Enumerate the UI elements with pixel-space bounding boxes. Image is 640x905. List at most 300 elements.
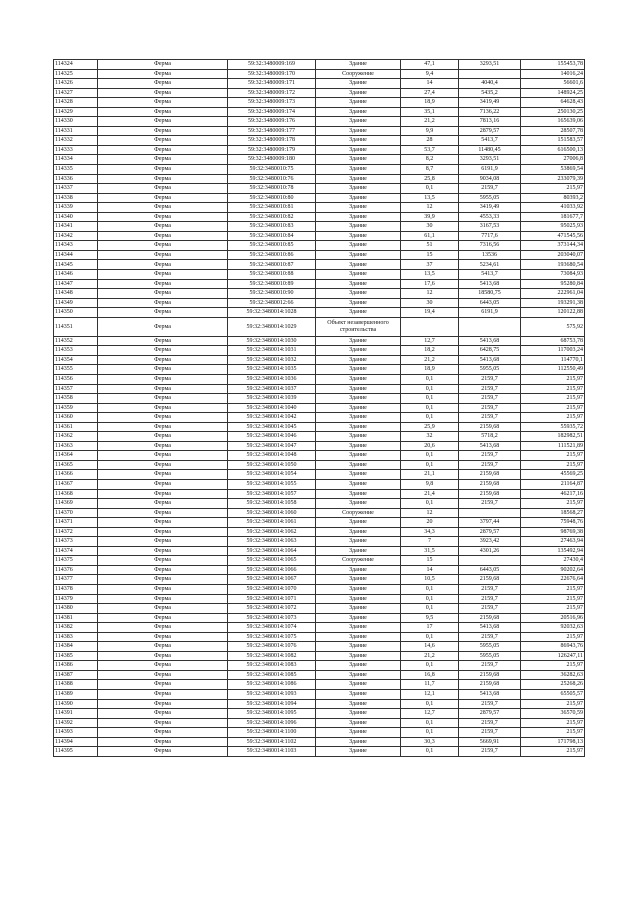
cell-object-type: Здание [316, 518, 401, 528]
table-row [54, 709, 585, 719]
cell-cadastral-number: 59:32:3480014:1040 [228, 403, 316, 413]
cell-cadastral-number: 59:32:3480014:1060 [228, 508, 316, 518]
table-row [54, 241, 585, 251]
cell-cadastral-number: 59:32:3480014:1067 [228, 575, 316, 585]
cell-cadastral-value: 215,97 [521, 499, 585, 509]
cell-area-value: 28 [401, 136, 459, 146]
cell-row-number: 114378 [54, 584, 98, 594]
cell-area-value: 0,1 [401, 184, 459, 194]
cell-area-value: 0,1 [401, 747, 459, 757]
cell-cadastral-value: 215,97 [521, 594, 585, 604]
cell-object-name: Ферма [98, 651, 228, 661]
cell-row-number: 114365 [54, 460, 98, 470]
cell-row-number: 114360 [54, 413, 98, 423]
table-row [54, 250, 585, 260]
cell-cadastral-value: 155453,78 [521, 60, 585, 70]
cell-unit-cost: 2879,57 [459, 126, 521, 136]
cell-area-value: 20 [401, 518, 459, 528]
cell-unit-cost: 2159,7 [459, 661, 521, 671]
cell-cadastral-value: 95025,93 [521, 222, 585, 232]
cell-area-value: 9,8 [401, 479, 459, 489]
cell-object-name: Ферма [98, 126, 228, 136]
cell-cadastral-number: 59:32:3480014:1086 [228, 680, 316, 690]
cell-object-name: Ферма [98, 747, 228, 757]
cell-object-type: Здание [316, 604, 401, 614]
cell-object-name: Ферма [98, 499, 228, 509]
cell-row-number: 114356 [54, 374, 98, 384]
cell-object-name: Ферма [98, 642, 228, 652]
cell-unit-cost: 5413,68 [459, 623, 521, 633]
cell-unit-cost: 5435,2 [459, 88, 521, 98]
cell-unit-cost: 5955,05 [459, 651, 521, 661]
table-row [54, 403, 585, 413]
cell-area-value: 0,1 [401, 403, 459, 413]
cell-cadastral-value: 28507,78 [521, 126, 585, 136]
cell-object-type: Здание [316, 479, 401, 489]
cell-cadastral-value: 117003,24 [521, 346, 585, 356]
cell-object-name: Ферма [98, 184, 228, 194]
table-row [54, 479, 585, 489]
cell-row-number: 114353 [54, 346, 98, 356]
cell-object-name: Ферма [98, 556, 228, 566]
cell-area-value: 21,1 [401, 470, 459, 480]
cell-area-value: 10,5 [401, 575, 459, 585]
cell-cadastral-number: 59:32:3480012:66 [228, 298, 316, 308]
cell-cadastral-number: 59:32:3480009:174 [228, 107, 316, 117]
cell-unit-cost: 3797,44 [459, 518, 521, 528]
table-row [54, 422, 585, 432]
cell-row-number: 114386 [54, 661, 98, 671]
cell-object-type: Здание [316, 298, 401, 308]
cell-unit-cost: 2159,68 [459, 422, 521, 432]
table-row [54, 145, 585, 155]
cell-unit-cost: 7136,22 [459, 107, 521, 117]
cell-object-type: Здание [316, 642, 401, 652]
cell-unit-cost: 3293,51 [459, 155, 521, 165]
cell-cadastral-number: 59:32:3480014:1095 [228, 709, 316, 719]
cell-cadastral-number: 59:32:3480010:90 [228, 289, 316, 299]
cell-object-name: Ферма [98, 298, 228, 308]
cell-unit-cost: 2159,68 [459, 680, 521, 690]
cell-object-type: Здание [316, 422, 401, 432]
cell-cadastral-number: 59:32:3480010:78 [228, 184, 316, 194]
cell-cadastral-value: 68753,78 [521, 336, 585, 346]
table-row [54, 556, 585, 566]
cell-cadastral-number: 59:32:3480014:1103 [228, 747, 316, 757]
cell-unit-cost: 2159,7 [459, 499, 521, 509]
table-row [54, 212, 585, 222]
cell-row-number: 114376 [54, 565, 98, 575]
cell-object-name: Ферма [98, 709, 228, 719]
table-row [54, 79, 585, 89]
cell-cadastral-number: 59:32:3480009:172 [228, 88, 316, 98]
cell-row-number: 114338 [54, 193, 98, 203]
cell-area-value: 12,7 [401, 709, 459, 719]
cell-object-name: Ферма [98, 88, 228, 98]
cell-row-number: 114358 [54, 394, 98, 404]
cell-area-value: 21,4 [401, 489, 459, 499]
cell-cadastral-number: 59:32:3480014:1064 [228, 546, 316, 556]
cell-row-number: 114348 [54, 289, 98, 299]
cell-cadastral-number: 59:32:3480014:1074 [228, 623, 316, 633]
cell-row-number: 114381 [54, 613, 98, 623]
cell-cadastral-number: 59:32:3480014:1076 [228, 642, 316, 652]
cell-row-number: 114352 [54, 336, 98, 346]
cell-row-number: 114373 [54, 537, 98, 547]
cell-area-value: 12 [401, 289, 459, 299]
cell-object-name: Ферма [98, 136, 228, 146]
cell-row-number: 114368 [54, 489, 98, 499]
cell-object-name: Ферма [98, 107, 228, 117]
cell-area-value: 18,2 [401, 346, 459, 356]
cell-object-type: Объект незавершенного строительства [316, 317, 401, 336]
cell-row-number: 114369 [54, 499, 98, 509]
cell-object-type: Здание [316, 584, 401, 594]
cell-cadastral-number: 59:32:3480014:1066 [228, 565, 316, 575]
cell-row-number: 114339 [54, 203, 98, 213]
cell-area-value: 35,1 [401, 107, 459, 117]
cell-row-number: 114385 [54, 651, 98, 661]
cell-cadastral-value: 215,97 [521, 604, 585, 614]
cell-cadastral-value: 86943,76 [521, 642, 585, 652]
table-row [54, 365, 585, 375]
cell-row-number: 114389 [54, 690, 98, 700]
table-row [54, 718, 585, 728]
cell-area-value: 0,1 [401, 594, 459, 604]
cell-cadastral-number: 59:32:3480010:87 [228, 260, 316, 270]
cell-cadastral-value: 215,97 [521, 718, 585, 728]
cell-unit-cost: 7316,56 [459, 241, 521, 251]
cell-unit-cost [459, 556, 521, 566]
cell-cadastral-number: 59:32:3480014:1070 [228, 584, 316, 594]
cell-row-number: 114388 [54, 680, 98, 690]
cell-object-type: Здание [316, 403, 401, 413]
table-row [54, 432, 585, 442]
cell-area-value: 14,6 [401, 642, 459, 652]
cell-cadastral-value: 165639,06 [521, 117, 585, 127]
cell-area-value: 8,2 [401, 155, 459, 165]
cell-object-name: Ферма [98, 699, 228, 709]
cell-unit-cost: 2159,7 [459, 728, 521, 738]
cell-cadastral-value: 215,97 [521, 584, 585, 594]
cell-cadastral-value: 36570,59 [521, 709, 585, 719]
cell-object-name: Ферма [98, 374, 228, 384]
cell-cadastral-value: 98769,38 [521, 527, 585, 537]
cell-cadastral-value: 171798,13 [521, 737, 585, 747]
cell-object-name: Ферма [98, 575, 228, 585]
cell-cadastral-value: 193680,54 [521, 260, 585, 270]
cell-area-value: 0,1 [401, 384, 459, 394]
cell-cadastral-number: 59:32:3480010:80 [228, 193, 316, 203]
cell-unit-cost: 5955,05 [459, 365, 521, 375]
cell-unit-cost: 2879,57 [459, 709, 521, 719]
cell-area-value: 8,7 [401, 165, 459, 175]
cell-cadastral-number: 59:32:3480014:1046 [228, 432, 316, 442]
cell-area-value: 9,4 [401, 69, 459, 79]
cell-row-number: 114362 [54, 432, 98, 442]
cell-object-name: Ферма [98, 441, 228, 451]
cell-object-type: Здание [316, 709, 401, 719]
cell-object-type: Здание [316, 365, 401, 375]
cell-row-number: 114340 [54, 212, 98, 222]
cell-object-name: Ферма [98, 346, 228, 356]
cell-cadastral-value: 193291,38 [521, 298, 585, 308]
cell-cadastral-number: 59:32:3480009:179 [228, 145, 316, 155]
cell-cadastral-number: 59:32:3480010:88 [228, 270, 316, 280]
cell-object-name: Ферма [98, 470, 228, 480]
cell-unit-cost: 5413,7 [459, 270, 521, 280]
cell-cadastral-number: 59:32:3480009:170 [228, 69, 316, 79]
cell-unit-cost: 2159,7 [459, 594, 521, 604]
cell-cadastral-value: 20516,96 [521, 613, 585, 623]
cell-unit-cost: 2159,7 [459, 384, 521, 394]
table-row [54, 661, 585, 671]
cell-unit-cost: 3923,42 [459, 537, 521, 547]
cell-cadastral-value: 616500,13 [521, 145, 585, 155]
cell-area-value: 31,5 [401, 546, 459, 556]
cell-row-number: 114364 [54, 451, 98, 461]
cell-area-value: 0,1 [401, 718, 459, 728]
cell-cadastral-value: 41033,92 [521, 203, 585, 213]
cell-cadastral-number: 59:32:3480014:1058 [228, 499, 316, 509]
cell-object-name: Ферма [98, 98, 228, 108]
table-row [54, 107, 585, 117]
cell-cadastral-number: 59:32:3480014:1065 [228, 556, 316, 566]
cell-unit-cost: 3419,49 [459, 203, 521, 213]
table-row [54, 441, 585, 451]
table-row [54, 394, 585, 404]
cell-area-value: 18,9 [401, 365, 459, 375]
cell-unit-cost: 2159,7 [459, 413, 521, 423]
cell-cadastral-value: 46217,16 [521, 489, 585, 499]
cell-cadastral-value: 181677,7 [521, 212, 585, 222]
cell-cadastral-number: 59:32:3480009:178 [228, 136, 316, 146]
cell-cadastral-number: 59:32:3480014:1057 [228, 489, 316, 499]
cell-object-name: Ферма [98, 231, 228, 241]
cell-area-value: 34,3 [401, 527, 459, 537]
table-row [54, 231, 585, 241]
cell-row-number: 114330 [54, 117, 98, 127]
cell-object-name: Ферма [98, 584, 228, 594]
cell-object-name: Ферма [98, 518, 228, 528]
cell-object-name: Ферма [98, 384, 228, 394]
cell-object-name: Ферма [98, 250, 228, 260]
cell-unit-cost: 2159,68 [459, 479, 521, 489]
table-row [54, 737, 585, 747]
cell-object-name: Ферма [98, 165, 228, 175]
cell-object-type: Здание [316, 651, 401, 661]
table-row [54, 336, 585, 346]
table-row [54, 298, 585, 308]
cell-cadastral-number: 59:32:3480014:1063 [228, 537, 316, 547]
table-row [54, 604, 585, 614]
cell-cadastral-value: 203040,07 [521, 250, 585, 260]
cell-object-name: Ферма [98, 632, 228, 642]
table-row [54, 413, 585, 423]
cell-unit-cost: 4040,4 [459, 79, 521, 89]
table-row [54, 670, 585, 680]
cell-cadastral-value: 95280,84 [521, 279, 585, 289]
cell-object-type: Здание [316, 165, 401, 175]
cell-cadastral-number: 59:32:3480010:84 [228, 231, 316, 241]
cell-object-name: Ферма [98, 174, 228, 184]
cell-row-number: 114334 [54, 155, 98, 165]
cell-object-name: Ферма [98, 422, 228, 432]
cell-object-type: Здание [316, 718, 401, 728]
cell-cadastral-value: 14016,24 [521, 69, 585, 79]
cell-cadastral-number: 59:32:3480014:1085 [228, 670, 316, 680]
cell-object-type: Здание [316, 690, 401, 700]
cell-cadastral-value: 36282,63 [521, 670, 585, 680]
cell-cadastral-number: 59:32:3480014:1071 [228, 594, 316, 604]
cell-object-type: Здание [316, 174, 401, 184]
cell-object-name: Ферма [98, 365, 228, 375]
cell-object-name: Ферма [98, 336, 228, 346]
cell-object-type: Здание [316, 680, 401, 690]
cell-object-name: Ферма [98, 279, 228, 289]
cell-object-type: Здание [316, 184, 401, 194]
cell-area-value: 7 [401, 537, 459, 547]
cell-object-name: Ферма [98, 604, 228, 614]
cell-area-value: 12 [401, 508, 459, 518]
cell-object-name: Ферма [98, 203, 228, 213]
table-row [54, 546, 585, 556]
cell-row-number: 114333 [54, 145, 98, 155]
cell-cadastral-number: 59:32:3480009:176 [228, 117, 316, 127]
cell-object-name: Ферма [98, 594, 228, 604]
cell-area-value: 25,9 [401, 422, 459, 432]
cell-object-name: Ферма [98, 670, 228, 680]
cell-cadastral-value: 575,92 [521, 317, 585, 336]
cell-area-value: 12,1 [401, 690, 459, 700]
cell-row-number: 114359 [54, 403, 98, 413]
cell-object-name: Ферма [98, 460, 228, 470]
cell-unit-cost: 4553,33 [459, 212, 521, 222]
cell-cadastral-number: 59:32:3480014:1031 [228, 346, 316, 356]
cell-object-type: Здание [316, 670, 401, 680]
cell-object-type: Здание [316, 308, 401, 318]
cell-unit-cost [459, 69, 521, 79]
cell-object-type: Здание [316, 336, 401, 346]
cell-cadastral-number: 59:32:3480014:1036 [228, 374, 316, 384]
cell-unit-cost: 6428,75 [459, 346, 521, 356]
cell-cadastral-number: 59:32:3480014:1082 [228, 651, 316, 661]
cell-object-name: Ферма [98, 260, 228, 270]
cell-cadastral-value: 215,97 [521, 451, 585, 461]
table-row [54, 623, 585, 633]
table-row [54, 346, 585, 356]
table-row [54, 222, 585, 232]
table-row [54, 747, 585, 757]
cell-object-type: Здание [316, 355, 401, 365]
cell-row-number: 114341 [54, 222, 98, 232]
table-row [54, 279, 585, 289]
cell-row-number: 114384 [54, 642, 98, 652]
table-row [54, 203, 585, 213]
cell-unit-cost: 5413,68 [459, 279, 521, 289]
cell-unit-cost: 2159,68 [459, 670, 521, 680]
cell-cadastral-value: 25268,26 [521, 680, 585, 690]
cell-object-type: Здание [316, 470, 401, 480]
cell-object-type: Здание [316, 565, 401, 575]
cell-object-type: Здание [316, 289, 401, 299]
cell-area-value: 25,8 [401, 174, 459, 184]
cell-cadastral-value: 215,97 [521, 394, 585, 404]
cell-row-number: 114361 [54, 422, 98, 432]
table-row [54, 508, 585, 518]
cell-object-type: Здание [316, 60, 401, 70]
cell-unit-cost [459, 317, 521, 336]
table-row [54, 136, 585, 146]
cell-object-name: Ферма [98, 489, 228, 499]
cell-object-name: Ферма [98, 222, 228, 232]
cell-cadastral-value: 92032,63 [521, 623, 585, 633]
cell-object-type: Здание [316, 432, 401, 442]
table-row [54, 575, 585, 585]
cell-area-value: 21,2 [401, 651, 459, 661]
cell-area-value: 9,9 [401, 126, 459, 136]
cell-object-type: Здание [316, 413, 401, 423]
cell-object-type: Здание [316, 537, 401, 547]
cell-unit-cost: 2159,68 [459, 575, 521, 585]
cell-area-value: 14 [401, 565, 459, 575]
cell-row-number: 114337 [54, 184, 98, 194]
cell-object-name: Ферма [98, 270, 228, 280]
cell-unit-cost: 2159,7 [459, 451, 521, 461]
cell-row-number: 114390 [54, 699, 98, 709]
cell-row-number: 114354 [54, 355, 98, 365]
cell-area-value: 12 [401, 203, 459, 213]
cell-area-value: 0,1 [401, 374, 459, 384]
cell-cadastral-value: 215,97 [521, 699, 585, 709]
cell-row-number: 114327 [54, 88, 98, 98]
cell-row-number: 114370 [54, 508, 98, 518]
cell-area-value: 21,2 [401, 117, 459, 127]
cell-cadastral-number: 59:32:3480014:1094 [228, 699, 316, 709]
cell-cadastral-value: 114770,1 [521, 355, 585, 365]
cell-object-type: Сооружение [316, 69, 401, 79]
cell-unit-cost: 18580,75 [459, 289, 521, 299]
cell-object-name: Ферма [98, 565, 228, 575]
cell-object-type: Здание [316, 384, 401, 394]
cell-row-number: 114395 [54, 747, 98, 757]
cell-unit-cost: 7813,16 [459, 117, 521, 127]
cell-object-type: Сооружение [316, 508, 401, 518]
cell-row-number: 114367 [54, 479, 98, 489]
cell-object-type: Здание [316, 88, 401, 98]
cell-cadastral-value: 22676,64 [521, 575, 585, 585]
cell-unit-cost: 2159,7 [459, 747, 521, 757]
cell-area-value: 0,1 [401, 604, 459, 614]
cell-cadastral-value: 112550,49 [521, 365, 585, 375]
cell-object-name: Ферма [98, 661, 228, 671]
cell-area-value: 30,3 [401, 737, 459, 747]
cell-area-value: 13,5 [401, 270, 459, 280]
cell-cadastral-number: 59:32:3480014:1045 [228, 422, 316, 432]
table-row [54, 184, 585, 194]
cell-unit-cost: 5413,7 [459, 136, 521, 146]
cell-unit-cost: 2159,7 [459, 374, 521, 384]
cell-object-name: Ферма [98, 432, 228, 442]
cell-row-number: 114375 [54, 556, 98, 566]
cell-cadastral-value: 215,97 [521, 403, 585, 413]
cell-object-name: Ферма [98, 317, 228, 336]
cell-cadastral-number: 59:32:3480010:89 [228, 279, 316, 289]
cell-object-type: Здание [316, 527, 401, 537]
cell-object-type: Здание [316, 441, 401, 451]
cell-area-value: 18,9 [401, 98, 459, 108]
cell-area-value: 30 [401, 222, 459, 232]
